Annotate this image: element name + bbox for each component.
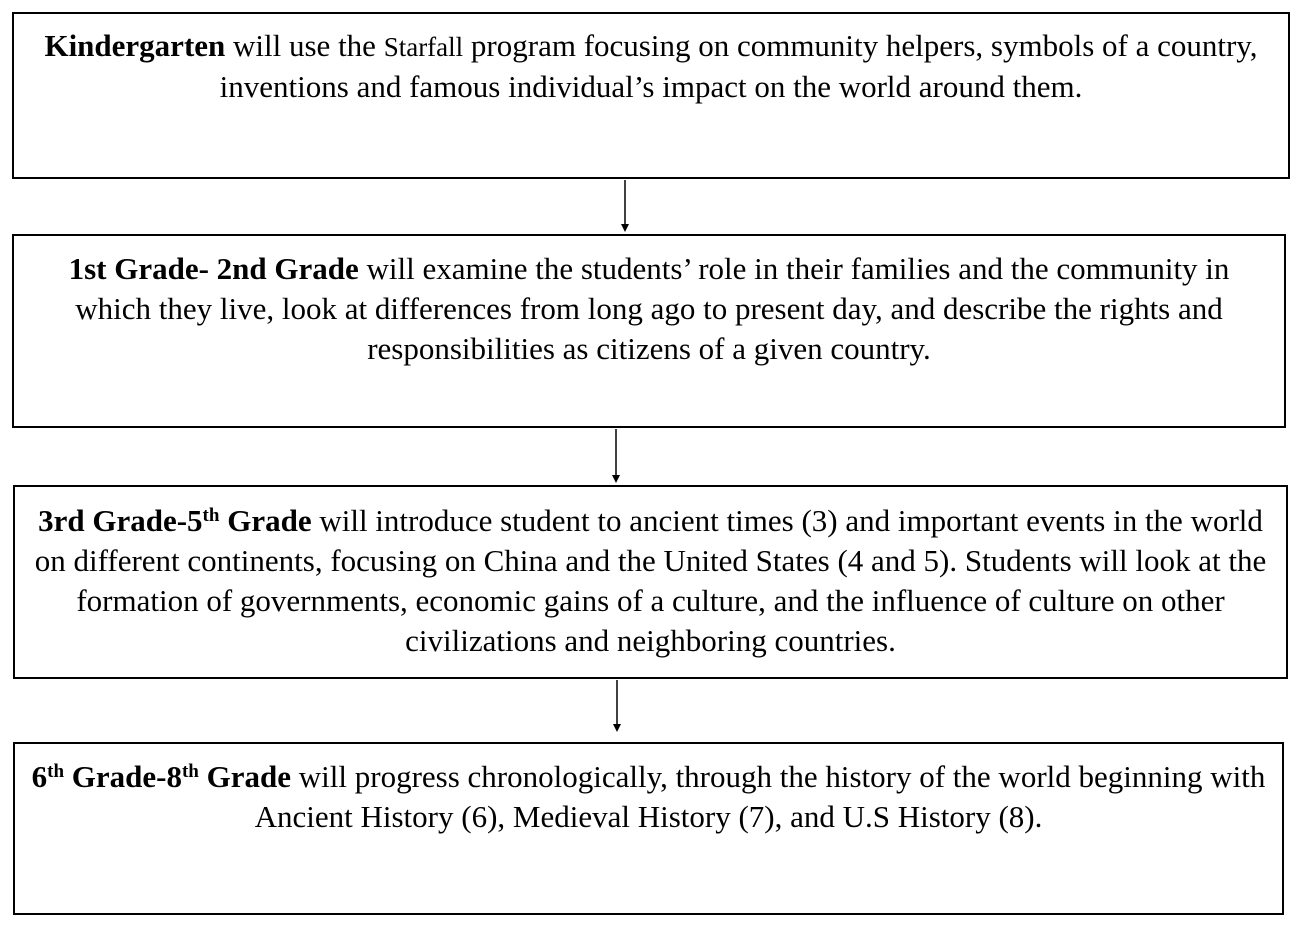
arrow-kindergarten-to-grades-1-2: [621, 180, 629, 232]
grades-6-8-heading-part-2: Grade-8: [64, 759, 182, 794]
grades-6-8-heading-superscript-1: th: [47, 761, 65, 782]
grades-6-8-text: will progress chronologically, through the history of the world beginning with Ancient History (6), Medieval History (7), and U.S History (8).: [254, 759, 1266, 834]
arrow-grades-1-2-to-grades-3-5: [612, 429, 620, 483]
kindergarten-heading: Kindergarten: [44, 28, 226, 63]
flow-box-kindergarten: [12, 12, 1290, 179]
grades-1-2-text: will examine the students’ role in their families and the community in which they live, look at differences from long ago to present day, and describe the rights and responsibilities as citizens of a given country.: [75, 251, 1230, 366]
flow-box-grades-6-8: [13, 742, 1284, 915]
arrow-grades-3-5-to-grades-6-8: [613, 680, 621, 732]
grades-3-5-text: will introduce student to ancient times (3) and important events in the world on different continents, focusing on China and the United States (4 and 5). Students will look at the formation of governments, economic gains of a culture, and the influence of culture on other civilizations and neighboring countries.: [34, 503, 1267, 658]
flow-box-grades-3-5: [13, 485, 1288, 679]
grades-6-8-heading-part-1: 6: [31, 759, 48, 794]
grades-1-2-heading: 1st Grade- 2nd Grade: [68, 251, 359, 286]
kindergarten-text-part-1: will use the: [225, 28, 384, 63]
flow-box-grades-1-2: [12, 234, 1286, 428]
grades-3-5-heading: [38, 503, 311, 538]
grades-6-8-heading: [32, 759, 291, 794]
starfall-program-name: Starfall: [383, 32, 464, 62]
grades-3-5-heading-superscript: th: [202, 505, 220, 526]
kindergarten-text-part-2: program focusing on community helpers, symbols of a country, inventions and famous individual’s impact on the world around them.: [219, 28, 1258, 104]
grades-3-5-heading-part-2: Grade: [219, 503, 312, 538]
grades-3-5-heading-part-1: 3rd Grade-5: [38, 503, 203, 538]
grades-6-8-heading-part-3: Grade: [198, 759, 292, 794]
grades-6-8-heading-superscript-2: th: [181, 761, 199, 782]
